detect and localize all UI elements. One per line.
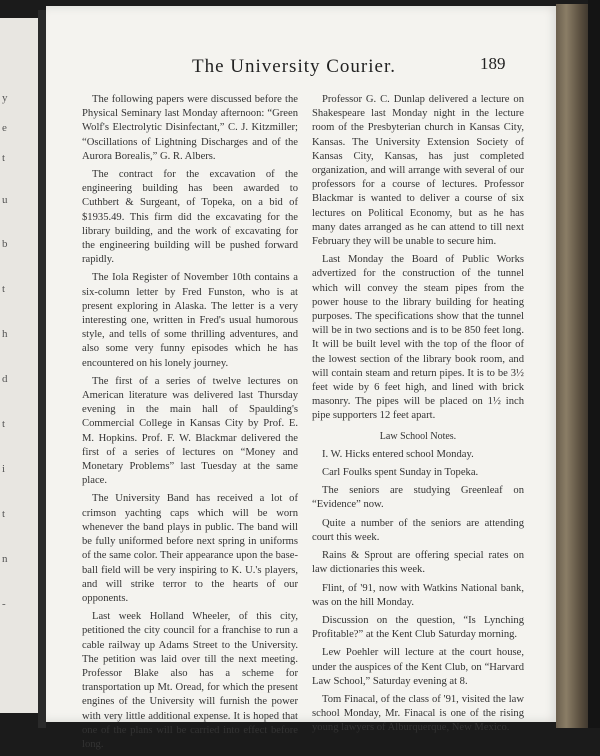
- right-column: [312, 93, 524, 740]
- article-paragraph: The contract for the excavation of the engineering building has been awarded to Cuthbert & Surgeant, of Topeka, on a bid of $1935.49. This firm did the excavating for the library building, and the work of excavating for the engineering building will be pushed forward rapidly.: [82, 169, 298, 266]
- law-note: Quite a number of the seniors are attending court this week.: [312, 517, 524, 543]
- newspaper-page: [46, 6, 560, 750]
- left-page-fragment: i: [2, 463, 6, 475]
- article-paragraph: Last Monday the Board of Public Works advertized for the construction of the tunnel which will convey the steam pipes from the power house to the library building for heating purposes. The specifications show that the tunnel will be in two sections and is to be 850 feet long. It will be built level with the top of the floor of the lowest section of the library book room, and will contain steam and return pipes. It is to be 3½ feet wide by 6 feet high, and lined with brick masonry. The pipes will be placed on 1½ inch pipe supporters 12 feet apart.: [312, 254, 524, 422]
- left-page-edge: [0, 18, 39, 713]
- law-school-heading: Law School Notes.: [379, 430, 457, 442]
- law-note: Rains & Sprout are offering special rates on law dictionaries this week.: [312, 550, 524, 576]
- article-paragraph: Professor G. C. Dunlap delivered a lecture on Shakespeare last Monday night in the lecture room of the Presbyterian church in Kansas City, Kansas. The University Extension Society of Kansas City, Kansas, has just completed organization, and will arrange with several of our professors for a course of lectures. Professor Blackmar is wanted to deliver a course of six lectures on Political Economy, but as he has many dates arranged as he can attend to till next February they will be unable to secure him.: [312, 94, 524, 248]
- left-page-fragment: t: [2, 283, 6, 295]
- law-note: Lew Poehler will lecture at the court house, under the auspices of the Kent Club, on “Harvard Law School,” Saturday evening at 8.: [312, 647, 524, 687]
- scan-border: [588, 0, 600, 728]
- left-page-fragment: t: [2, 508, 6, 520]
- page-number: 189: [480, 54, 506, 73]
- left-page-fragment: y: [2, 92, 8, 104]
- left-column: [82, 93, 298, 756]
- left-page-fragment: d: [2, 373, 8, 385]
- left-page-fragment: u: [2, 194, 8, 206]
- article-paragraph: The first of a series of twelve lectures on American literature was delivered last Thursday evening in the main hall of Spaulding's Commercial College in Kansas City by Prof. E. M. Hopkins. Prof. F. W. Blackmar delivered the first of a series of lectures on “Money and Monetary Problems” last Tuesday at the same place.: [82, 375, 298, 487]
- law-note: Flint, of '91, now with Watkins National bank, was on the hill Monday.: [312, 582, 524, 608]
- law-note: I. W. Hicks entered school Monday.: [322, 448, 474, 460]
- law-note: Discussion on the question, “Is Lynching Profitable?” at the Kent Club Saturday morning.: [312, 614, 524, 641]
- law-note: Tom Finacal, of the class of '91, visited the law school Monday, Mr. Finacal is one of the rising young lawyers of Alburquerque, New Mexico.: [312, 693, 524, 734]
- left-page-fragment: t: [2, 152, 6, 164]
- book-gutter: [38, 10, 46, 728]
- page-stack-edge: [556, 4, 590, 728]
- left-page-fragment: n: [2, 553, 8, 565]
- left-page-fragment: b: [2, 238, 8, 250]
- page-title: The University Courier.: [192, 56, 396, 77]
- left-page-fragment: -: [2, 598, 6, 610]
- left-page-fragment: e: [2, 122, 7, 134]
- article-paragraph: The Iola Register of November 10th contains a six-column letter by Fred Funston, who is at present exploring in Alaska. The letter is a very interesting one, written in Fred's usual humorous style, and tells of some thrilling adventures, and also some very funny episodes which he has encountered on his lonely journey.: [82, 272, 298, 369]
- article-paragraph: The following papers were discussed before the Physical Seminary last Monday afternoon: “Green Wolf's Electrolytic Disinfectant,” C. J. Kitzmiller; “Oscillations of Lightning Discharges and of the Aurora Borealis,” G. R. Albers.: [82, 94, 298, 162]
- law-note: The seniors are studying Greenleaf on “Evidence” now.: [312, 485, 524, 511]
- law-note: Carl Foulks spent Sunday in Topeka.: [322, 467, 479, 479]
- article-paragraph: The University Band has received a lot of crimson yachting caps which will be worn whenever the band plays in public. The band will be fully uniformed before next spring in uniforms of the same color. Their appearance upon the base-ball field will be very inspiring to K. U.'s players, and will strike terror to the hearts of our opponents.: [82, 493, 298, 604]
- left-page-fragment: t: [2, 418, 6, 430]
- article-paragraph: Last week Holland Wheeler, of this city, petitioned the city council for a franchise to run a cable railway up Adams Street to the University. The petition was laid over till the next meeting. Professor Blake also has a scheme for transportation up Mt. Oread, for which the present engines of the University will furnish the power with very little additional expense. It is hoped that one of the plans will be carried into effect before long.: [82, 611, 298, 750]
- left-page-fragment: h: [2, 328, 8, 340]
- page-header: [46, 56, 560, 86]
